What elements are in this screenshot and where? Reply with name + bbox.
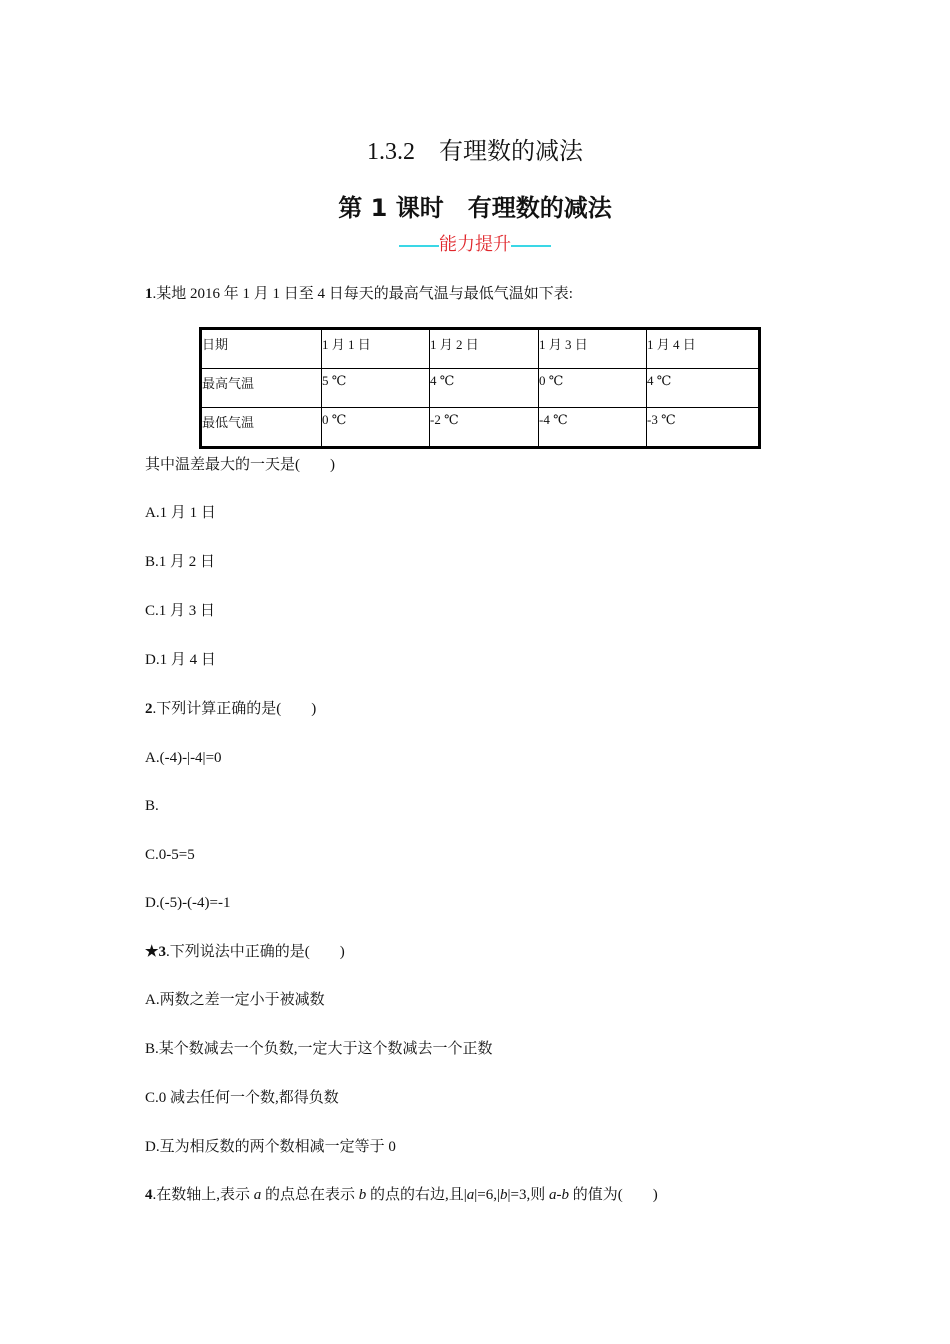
lesson-subtitle: 第 1 课时 有理数的减法 [338,194,612,222]
table-cell: 最高气温 [201,369,322,408]
question-1-stem: 其中温差最大的一天是( ) [145,457,335,473]
q3-option-d: D.互为相反数的两个数相减一定等于 0 [145,1139,396,1155]
table-row [201,408,760,448]
q1-option-c: C.1 月 3 日 [145,603,216,619]
table-cell: 最低气温 [201,408,322,448]
q3-option-b: B.某个数减去一个负数,一定大于这个数减去一个正数 [145,1041,493,1057]
lesson-title: 1.3.2 有理数的减法 [367,139,583,165]
table-cell: 1 月 1 日 [322,329,430,369]
table-cell: 5 ℃ [322,369,430,408]
table-cell: 0 ℃ [322,408,430,448]
table-cell: 1 月 2 日 [430,329,539,369]
q2-option-c: C.0-5=5 [145,847,195,863]
q3-option-a: A.两数之差一定小于被减数 [145,992,325,1008]
table-cell: -2 ℃ [430,408,539,448]
section-heading [0,230,950,256]
question-1: 1.某地 2016 年 1 月 1 日至 4 日每天的最高气温与最低气温如下表: [145,286,573,302]
question-4: 4.在数轴上,表示 a 的点总在表示 b 的点的右边,且|a|=6,|b|=3,则 a-b 的值为( ) [145,1187,658,1203]
question-3: ★3.下列说法中正确的是( ) [145,944,345,960]
table-cell: 1 月 4 日 [647,329,760,369]
table-cell: 日期 [201,329,322,369]
q2-option-a: A.(-4)-|-4|=0 [145,750,222,766]
q3-option-c: C.0 减去任何一个数,都得负数 [145,1090,339,1106]
table-cell: 4 ℃ [430,369,539,408]
q1-option-d: D.1 月 4 日 [145,652,216,668]
table-cell: 1 月 3 日 [539,329,647,369]
table-cell: -4 ℃ [539,408,647,448]
table-cell: 4 ℃ [647,369,760,408]
section-label: 能力提升 [439,234,511,254]
question-2: 2.下列计算正确的是( ) [145,701,317,717]
table-cell: 0 ℃ [539,369,647,408]
table-row [201,329,760,369]
table-row [201,369,760,408]
q1-option-a: A.1 月 1 日 [145,505,216,521]
temperature-table [199,327,761,449]
table-cell: -3 ℃ [647,408,760,448]
q2-option-b: B. [145,798,159,814]
q2-option-d: D.(-5)-(-4)=-1 [145,895,231,911]
q1-option-b: B.1 月 2 日 [145,554,216,570]
